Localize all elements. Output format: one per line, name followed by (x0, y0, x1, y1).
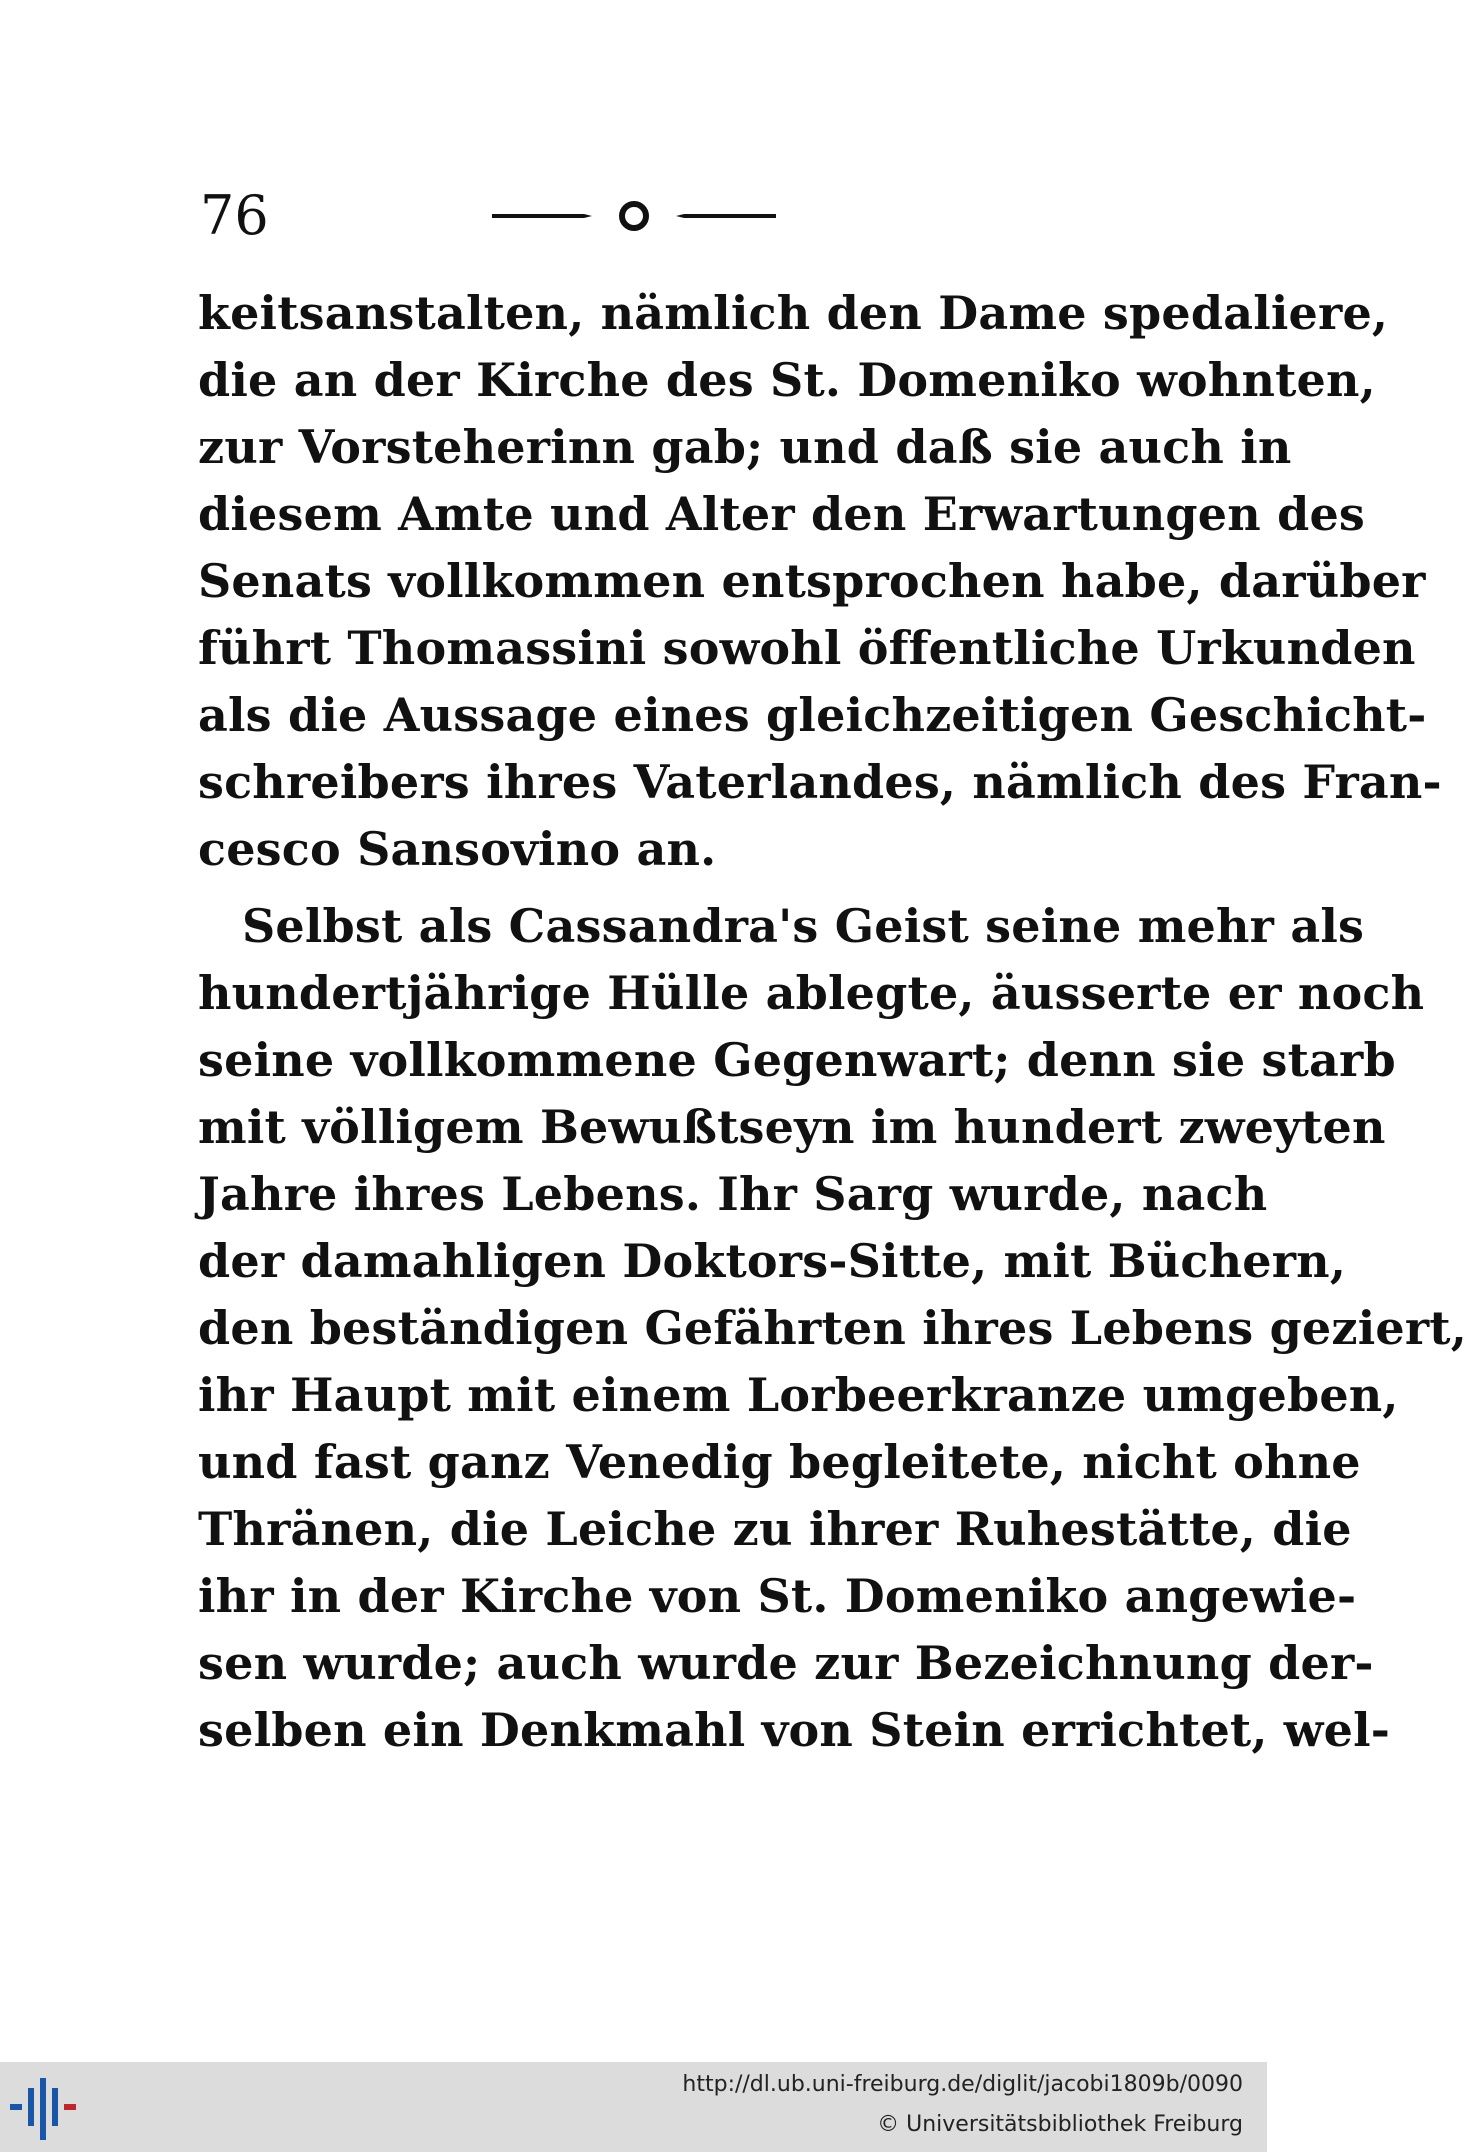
text-line: Thränen, die Leiche zu ihrer Ruhestätte, die (198, 1502, 1352, 1556)
text-line: ihr in der Kirche von St. Domeniko angewie- (198, 1569, 1357, 1623)
page-number: 76 (200, 184, 269, 247)
text-line: Jahre ihres Lebens. Ihr Sarg wurde, nach (198, 1167, 1268, 1221)
footer-bar (0, 2062, 1267, 2152)
body-text (198, 280, 1467, 1764)
text-line: zur Vorsteherinn gab; und daß sie auch in (198, 420, 1292, 474)
text-line: keitsanstalten, nämlich den Dame spedaliere, (198, 286, 1389, 340)
text-line: ihr Haupt mit einem Lorbeerkranze umgeben, (198, 1368, 1399, 1422)
text-line: selben ein Denkmahl von Stein errichtet, wel- (198, 1703, 1391, 1757)
text-line: seine vollkommene Gegenwart; denn sie starb (198, 1033, 1396, 1087)
text-line: und fast ganz Venedig begleitete, nicht ohne (198, 1435, 1361, 1489)
permalink-url[interactable]: http://dl.ub.uni-freiburg.de/diglit/jacobi1809b/0090 (682, 2072, 1243, 2097)
text-line: führt Thomassini sowohl öffentliche Urkunden (198, 621, 1416, 675)
text-line: schreibers ihres Vaterlandes, nämlich des Fran- (198, 755, 1442, 809)
text-line: hundertjährige Hülle ablegte, äusserte er noch (198, 966, 1425, 1020)
copyright-notice: © Universitätsbibliothek Freiburg (877, 2112, 1243, 2137)
text-line: die an der Kirche des St. Domeniko wohnten, (198, 353, 1376, 407)
text-line: sen wurde; auch wurde zur Bezeichnung der- (198, 1636, 1374, 1690)
text-line: diesem Amte und Alter den Erwartungen des (198, 487, 1366, 541)
text-line: mit völligem Bewußtseyn im hundert zweyten (198, 1100, 1386, 1154)
text-line: den beständigen Gefährten ihres Lebens geziert, (198, 1301, 1467, 1355)
ornament-divider-icon (492, 196, 776, 236)
text-line: Senats vollkommen entsprochen habe, darüber (198, 554, 1426, 608)
library-logo-icon (10, 2078, 80, 2140)
text-line: der damahligen Doktors-Sitte, mit Büchern, (198, 1234, 1347, 1288)
text-line: Selbst als Cassandra's Geist seine mehr als (242, 899, 1365, 953)
text-line: cesco Sansovino an. (198, 822, 717, 876)
text-line: als die Aussage eines gleichzeitigen Geschicht- (198, 688, 1427, 742)
